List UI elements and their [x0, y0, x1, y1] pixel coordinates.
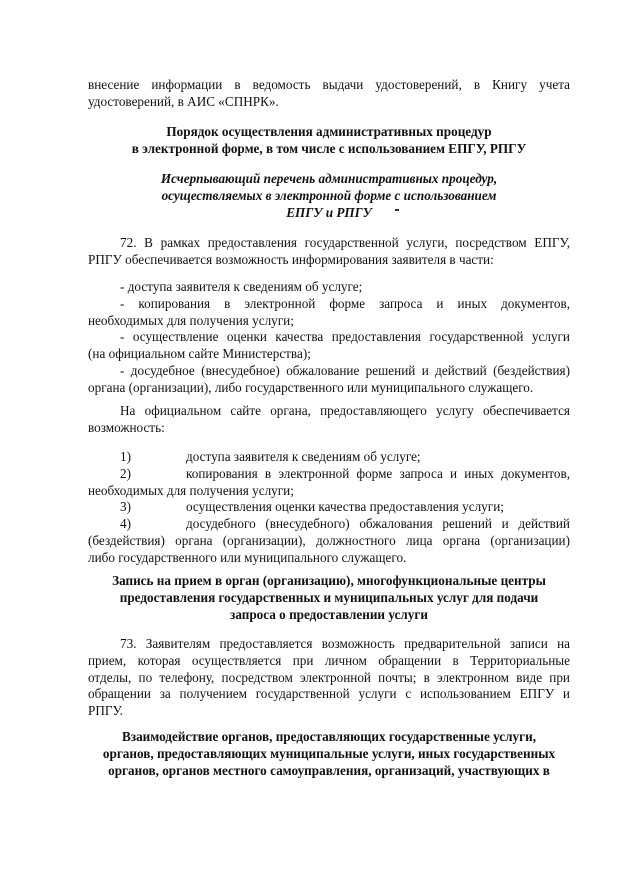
paragraph-73 — [88, 636, 570, 720]
item-number: 2) — [120, 465, 131, 481]
list-item-continuation: необходимых для получения услуги; — [88, 482, 294, 498]
text-line: отделы, по телефону, посредством электронной почты; в электронном виде при — [88, 669, 570, 685]
heading-line: предоставления государственных и муниципальных услуг для подачи — [119, 589, 539, 605]
section-heading-appointment — [88, 573, 570, 623]
heading-line: органов, предоставляющих муниципальные услуги, иных государственных — [102, 745, 556, 761]
heading-line: Исчерпывающий перечень административных процедур, — [160, 171, 498, 186]
list-item-continuation: либо государственного или муниципального служащего. — [88, 549, 407, 565]
heading-line: в электронной форме, в том числе с использованием ЕПГУ, РПГУ — [131, 140, 527, 156]
text-line: 72. В рамках предоставления государственной услуги, посредством ЕПГУ, — [120, 235, 570, 250]
text-line: РПГУ обеспечивается возможность информирования заявителя в части: — [88, 251, 494, 267]
heading-line: Запись на прием в орган (организацию), многофункциональные центры — [112, 573, 546, 588]
item-text: досудебного (внесудебного) обжалования решений и действий — [186, 516, 570, 532]
paragraph-72 — [88, 235, 570, 269]
list-item-continuation: (на официальном сайте Министерства); — [88, 346, 311, 362]
list-item-continuation: (бездействия) органа (организации), должностного лица органа (организации) — [88, 532, 570, 548]
scan-mark — [395, 209, 399, 211]
list-item — [88, 466, 570, 483]
list-item: - досудебное (внесудебное) обжалование решений и действий (бездействия) — [120, 362, 570, 378]
item-number: 1) — [120, 449, 131, 464]
heading-line: запроса о предоставлении услуги — [230, 606, 428, 622]
paragraph-official-site — [88, 403, 570, 437]
numbered-list — [88, 449, 570, 567]
heading-line: осуществляемых в электронной форме с использованием — [161, 187, 497, 203]
text-line: прием, которая осуществляется при личном обращении в Территориальные — [88, 652, 570, 668]
heading-line: ЕПГУ и РПГУ — [286, 204, 372, 220]
item-number: 3) — [120, 499, 131, 515]
text-line: 73. Заявителям предоставляется возможность предварительной записи на — [120, 636, 570, 651]
list-item: - осуществление оценки качества предоставления государственной услуги — [120, 329, 570, 345]
heading-line: органов, органов местного самоуправления, организаций, участвующих в — [108, 762, 550, 778]
section-heading-interaction — [88, 729, 570, 779]
text-line: возможность: — [88, 419, 165, 435]
heading-line: Порядок осуществления административных процедур — [166, 124, 492, 139]
dash-list — [88, 279, 570, 397]
subsection-heading-list — [88, 171, 570, 221]
item-text: копирования в электронной форме запроса и иных документов, — [186, 465, 570, 481]
text-line: РПГУ. — [88, 703, 123, 719]
paragraph-intro — [88, 77, 570, 111]
section-heading-procedures — [88, 124, 570, 158]
list-item-continuation: органа (организации), либо государственного или муниципального служащего. — [88, 379, 534, 395]
text-line: внесение информации в ведомость выдачи удостоверений, в Книгу учета — [88, 77, 570, 92]
item-number: 4) — [120, 516, 131, 532]
list-item: - доступа заявителя к сведениям об услуге; — [120, 279, 363, 294]
item-text: осуществления оценки качества предоставления услуги; — [186, 499, 504, 515]
text-line: обращении за получением государственной услуги с использованием ЕПГУ и — [88, 686, 570, 702]
item-text: доступа заявителя к сведениям об услуге; — [186, 449, 421, 464]
list-item — [88, 516, 570, 533]
text-line: На официальном сайте органа, предоставляющего услугу обеспечивается — [120, 403, 570, 418]
heading-line: Взаимодействие органов, предоставляющих государственные услуги, — [121, 729, 537, 744]
text-line: удостоверений, в АИС «СПНРК». — [88, 93, 279, 109]
list-item: - копирования в электронной форме запроса и иных документов, — [120, 295, 570, 311]
list-item-continuation: необходимых для получения услуги; — [88, 312, 294, 328]
list-item — [88, 449, 570, 466]
list-item — [88, 499, 570, 516]
